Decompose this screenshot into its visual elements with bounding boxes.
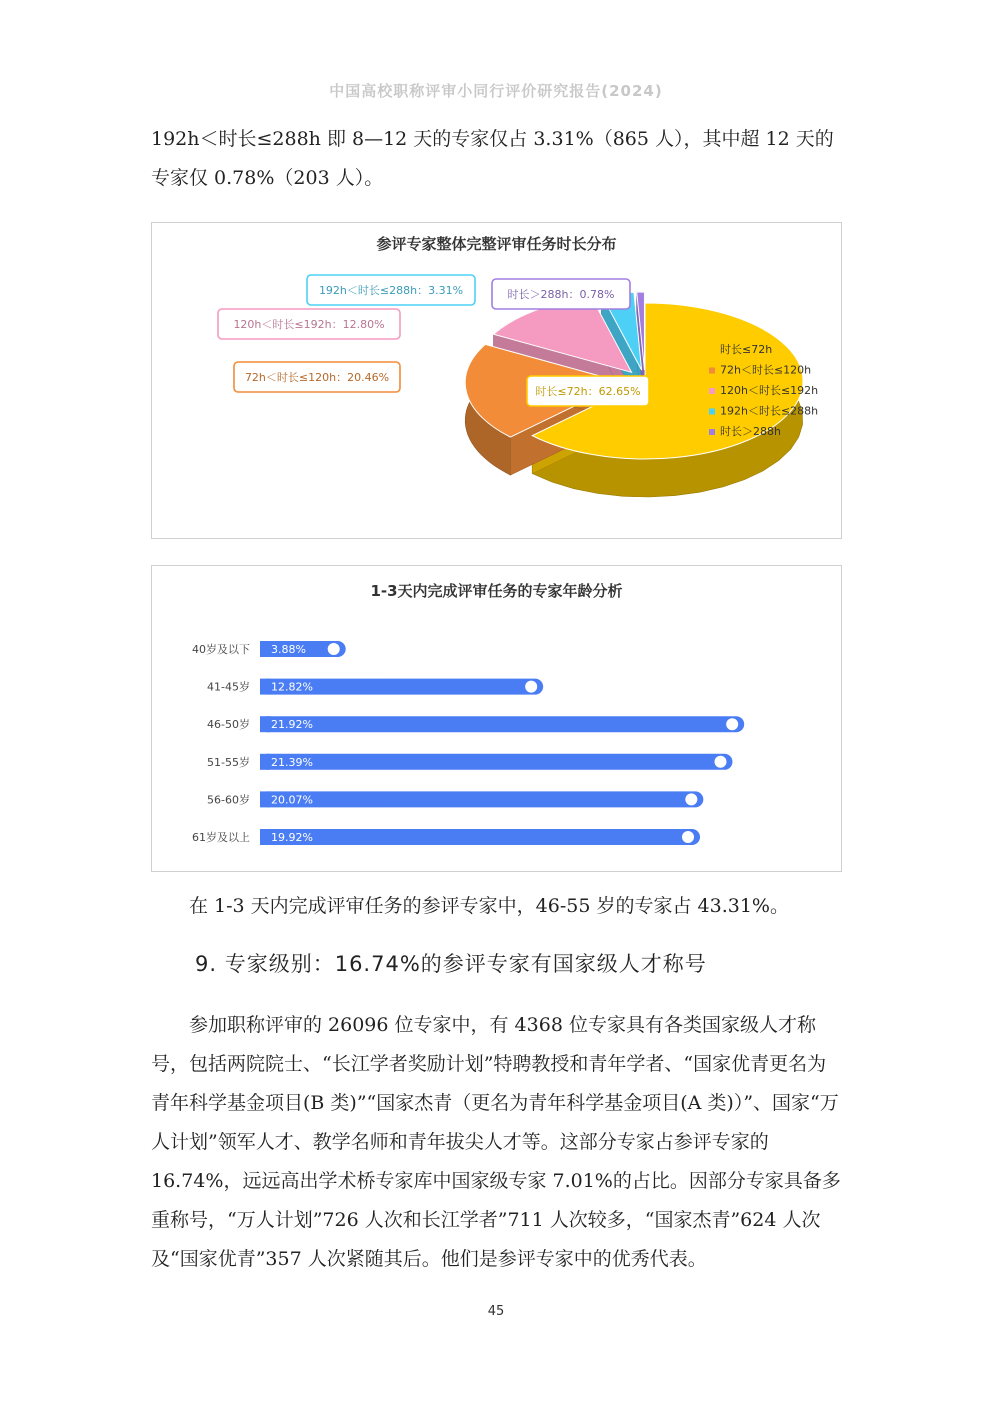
section-heading: 9. 专家级别：16.74%的参评专家有国家级人才称号 [195,952,707,976]
bar-end-dot-4 [685,793,697,805]
legend-swatch-1 [709,368,715,374]
legend-swatch-2 [709,388,715,394]
pie-data-label-3 [307,275,475,305]
legend-swatch-3 [709,409,715,415]
pie-chart-panel [151,222,842,539]
bar-data-label-5: 19.92% [271,831,313,844]
bar-left-cap-4 [260,791,270,807]
bar-left-cap-0 [260,641,270,657]
body-paragraph: 参加职称评审的 26096 位专家中，有 4368 位专家具有各类国家级人才称号，包括两院院士、“长江学者奖励计划”特聘教授和青年学者、“国家优青更名为青年科学基金项目(B 类)”“国家杰青（更名为青年科学基金项目(A 类)）”、国家“万人计划”领军人才、教学名师和青年拔尖人才等。这部分专家占参评专家的 16.74%，远远高出学术桥专家库中国家级专家 7.01%的占比。因部分专家具备多重称号，“万人计划”726 人次和长江学者”711 人次较多，“国家杰青”624 人次及“国家优青”357 人次紧随其后。他们是参评专家中的优秀代表。 [151,1014,841,1270]
bar-data-label-1: 12.82% [271,680,313,694]
legend-item-2 [709,383,818,397]
bar-category-label-3: 51-55岁 [207,755,250,769]
page-number: 45 [487,1304,505,1319]
bar-end-dot-3 [714,756,726,768]
bar-5 [260,829,700,845]
bar-left-cap-2 [260,716,270,732]
pie-data-label-text-1: 72h＜时长≤120h：20.46% [244,371,390,384]
bar-category-label-0: 40岁及以下 [192,643,250,656]
pie-data-label-text-2: 120h＜时长≤192h：12.80% [233,318,385,331]
legend-swatch-0 [709,347,715,353]
bar-chart-svg [152,566,841,871]
bar-category-label-4: 56-60岁 [207,793,250,807]
bar-data-label-3: 21.39% [271,755,313,769]
legend-label-0: 时长≤72h [720,343,773,356]
bar-left-cap-5 [260,829,270,845]
pie-data-label-text-0: 时长≤72h：62.65% [535,385,641,398]
bar-end-dot-5 [682,831,694,843]
pie-data-label-0 [527,376,649,406]
bar-2 [260,716,744,732]
legend-item-4 [709,424,781,438]
legend-swatch-4 [709,429,715,435]
legend-label-3: 192h＜时长≤288h [720,404,819,418]
bar-4 [260,791,703,807]
bar-data-label-2: 21.92% [271,718,313,732]
page-header: 中国高校职称评审小同行评价研究报告(2024) [329,82,663,100]
bar-category-label-5: 61岁及以上 [192,831,250,844]
bar-category-label-1: 41-45岁 [207,680,250,694]
bar-chart-title: 1-3天内完成评审任务的专家年龄分析 [370,582,623,600]
legend-label-2: 120h＜时长≤192h [720,384,819,397]
legend-item-3 [709,404,818,418]
pie-data-label-text-4: 时长＞288h：0.78% [507,288,615,301]
bar-chart-panel [151,565,842,872]
bar-left-cap-3 [260,754,270,770]
bar-data-label-0: 3.88% [271,643,306,656]
pie-chart-title: 参评专家整体完整评审任务时长分布 [376,235,617,253]
pie-data-label-2 [218,309,400,339]
bar-end-dot-2 [726,718,738,730]
pie-data-label-text-3: 192h＜时长≤288h：3.31% [318,284,464,297]
bar-end-dot-1 [525,681,537,693]
pie-data-label-1 [234,362,400,392]
legend-label-4: 时长＞288h [720,425,781,438]
pie-chart-svg [152,223,841,538]
bar-data-label-4: 20.07% [271,793,313,807]
chart-conclusion-paragraph: 在 1-3 天内完成评审任务的参评专家中，46-55 岁的专家占 43.31%。 [189,895,789,917]
bar-end-dot-0 [328,643,340,655]
bar-category-label-2: 46-50岁 [207,718,250,732]
intro-paragraph: 192h＜时长≤288h 即 8—12 天的专家仅占 3.31%（865 人），其中超 12 天的专家仅 0.78%（203 人）。 [151,128,834,189]
bar-left-cap-1 [260,679,270,695]
pie-data-label-4 [492,279,630,309]
legend-item-1 [709,363,811,377]
bar-3 [260,754,732,770]
legend-label-1: 72h＜时长≤120h [720,363,812,377]
